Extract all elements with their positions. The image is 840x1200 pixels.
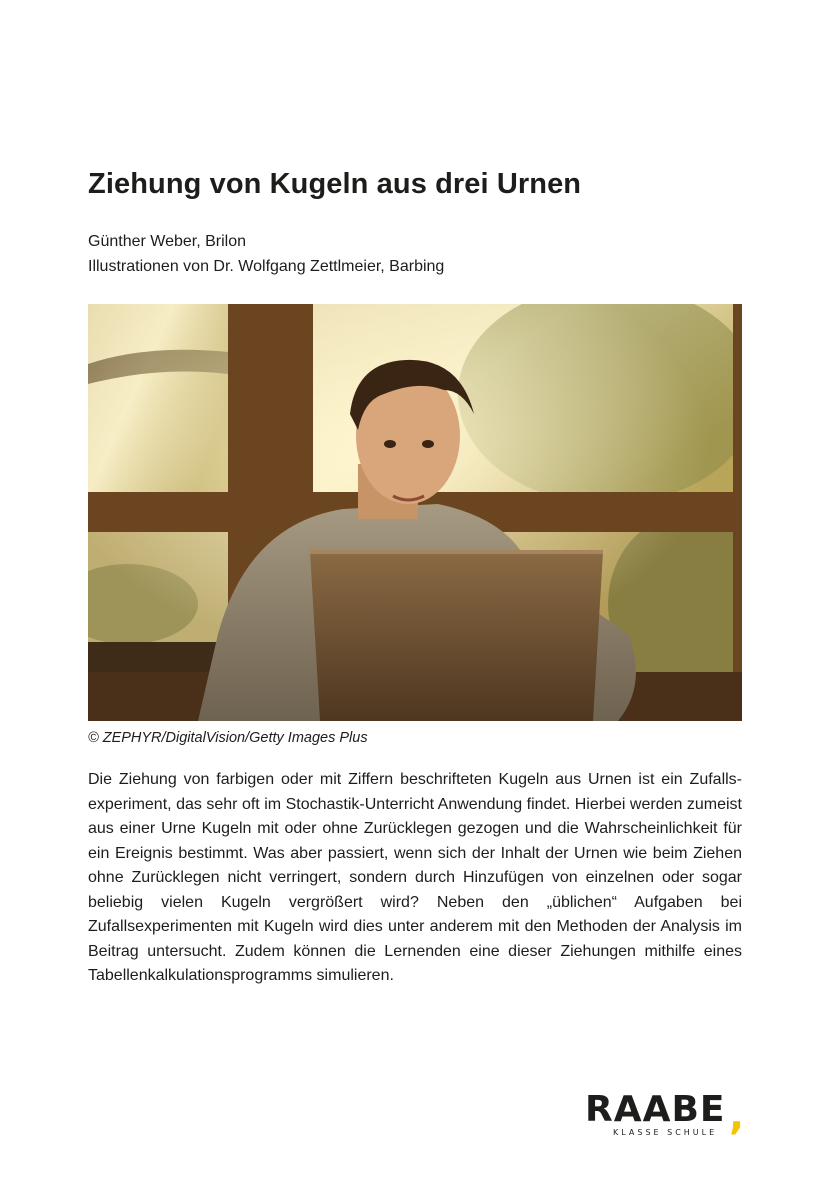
logo-comma: , bbox=[729, 1093, 745, 1139]
image-credit: © ZEPHYR/DigitalVision/Getty Images Plus bbox=[88, 730, 368, 746]
author-line: Günther Weber, Brilon bbox=[88, 233, 247, 250]
logo-tagline: KLASSE SCHULE bbox=[613, 1128, 718, 1137]
intro-paragraph: Die Ziehung von farbigen oder mit Ziffern beschrifteten Kugeln aus Urnen ist ein Zufallsexperiment, das sehr oft im Stochastik-Unterricht Anwendung findet. Hierbei werden zumeist aus einer Urne Kugeln mit oder ohne Zurücklegen gezogen und die Wahrscheinlichkeit für ein Ereignis bestimmt. Was aber passiert, wenn sich der Inhalt der Urnen wie beim Ziehen ohne Zurücklegen nicht verringert, sondern durch Hinzufügen von einzelnen oder sogar beliebig vielen Kugeln vergrößert wird? Neben den „üblichen“ Aufgaben bei Zufallsexperimenten mit Kugeln wird dies unter anderem mit den Methoden der Analysis im Beitrag untersucht. Zudem können die Lernenden eine dieser Ziehungen mithilfe eines Tabellenkalkulationsprogramms simulieren. bbox=[88, 771, 742, 984]
byline bbox=[88, 229, 444, 279]
illustrator-line: Illustrationen von Dr. Wolfgang Zettlmeier, Barbing bbox=[88, 258, 445, 275]
page-title: Ziehung von Kugeln aus drei Urnen bbox=[88, 168, 582, 200]
raabe-logo bbox=[585, 1090, 755, 1150]
logo-wordmark: RAABE bbox=[585, 1089, 726, 1130]
cover-photo bbox=[88, 304, 742, 721]
